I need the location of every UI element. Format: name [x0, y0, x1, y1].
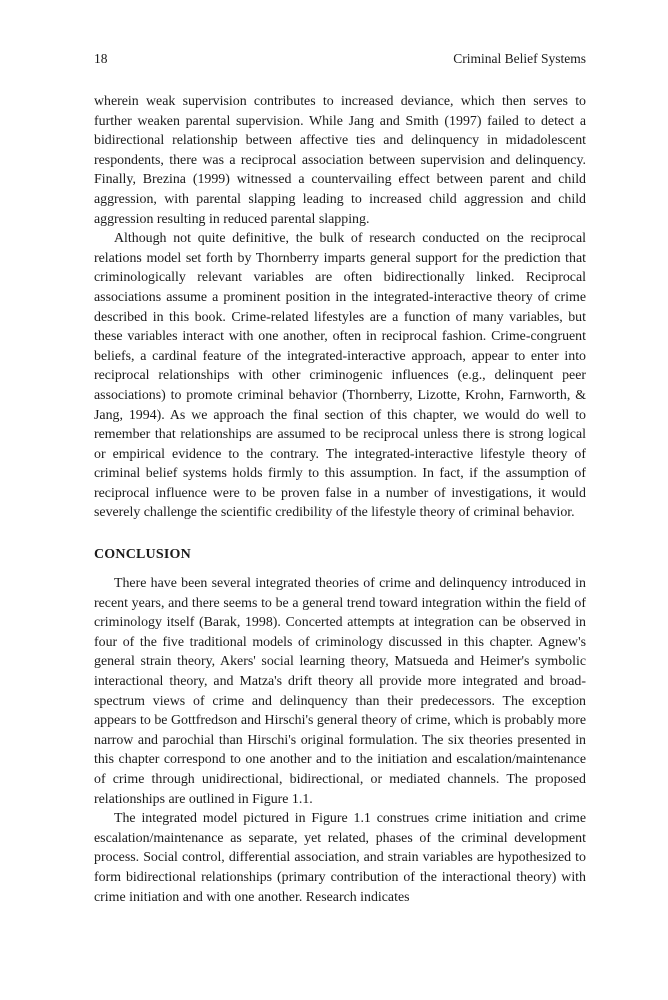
paragraph: wherein weak supervision contributes to increased deviance, which then serves to further weaken parental supervision. While Jang and Smith (1997) failed to detect a bidirectional relationship between affective ties and delinquency in midadolescent respondents, there was a reciprocal association between supervision and delinquency. Finally, Brezina (1999) witnessed a countervailing effect between parent and child aggression, with parental slapping leading to increased child aggression and child aggression resulting in reduced parental slapping. — [94, 94, 586, 227]
body-text — [94, 92, 586, 907]
paragraph: There have been several integrated theories of crime and delinquency introduced in recent years, and there seems to be a general trend toward integration within the field of criminology itself (Barak, 1998). Concerted attempts at integration can be observed in four of the five traditional models of criminology discussed in this chapter. Agnew's general strain theory, Akers' social learning theory, Matsueda and Heimer's symbolic interactional theory, and Matza's drift theory all provide more integrated and broad-spectrum views of crime and delinquency than their predecessors. The exception appears to be Gottfredson and Hirschi's general theory of crime, which is probably more narrow and parochial than Hirschi's original formulation. The six theories presented in this chapter correspond to one another and to the initiation and escalation/maintenance of crime through unidirectional, bidirectional, or mediated channels. The proposed relationships are outlined in Figure 1.1. — [94, 576, 586, 807]
section-heading: CONCLUSION — [94, 547, 191, 563]
running-head — [94, 50, 586, 68]
paragraph: Although not quite definitive, the bulk of research conducted on the reciprocal relations model set forth by Thornberry imparts general support for the prediction that criminologically relevant variables are often bidirectionally linked. Reciprocal associations assume a prominent position in the integrated-interactive theory of crime described in this book. Crime-related lifestyles are a function of many variables, but these variables interact with one another, often in reciprocal fashion. Crime-congruent beliefs, a cardinal feature of the integrated-interactive approach, appear to enter into reciprocal relationships with other criminogenic influences (e.g., delinquent peer associations) to promote criminal behavior (Thornberry, Lizotte, Krohn, Farnworth, & Jang, 1994). As we approach the final section of this chapter, we would do well to remember that relationships are assumed to be reciprocal unless there is strong logical or empirical evidence to the contrary. The integrated-interactive lifestyle theory of criminal belief systems holds firmly to this assumption. In fact, if the assumption of reciprocal influence were to be proven false in a number of investigations, it would severely challenge the scientific credibility of the lifestyle theory of criminal behavior. — [94, 231, 586, 521]
running-title: Criminal Belief Systems — [453, 51, 586, 66]
book-page — [94, 50, 586, 907]
paragraph: The integrated model pictured in Figure 1.1 construes crime initiation and crime escalation/maintenance as separate, yet related, phases of the criminal development process. Social control, differential association, and strain variables are hypothesized to form bidirectional relationships (primary contribution of the interactional theory) with crime initiation and with one another. Research indicates — [94, 811, 586, 905]
page-number: 18 — [94, 51, 108, 66]
